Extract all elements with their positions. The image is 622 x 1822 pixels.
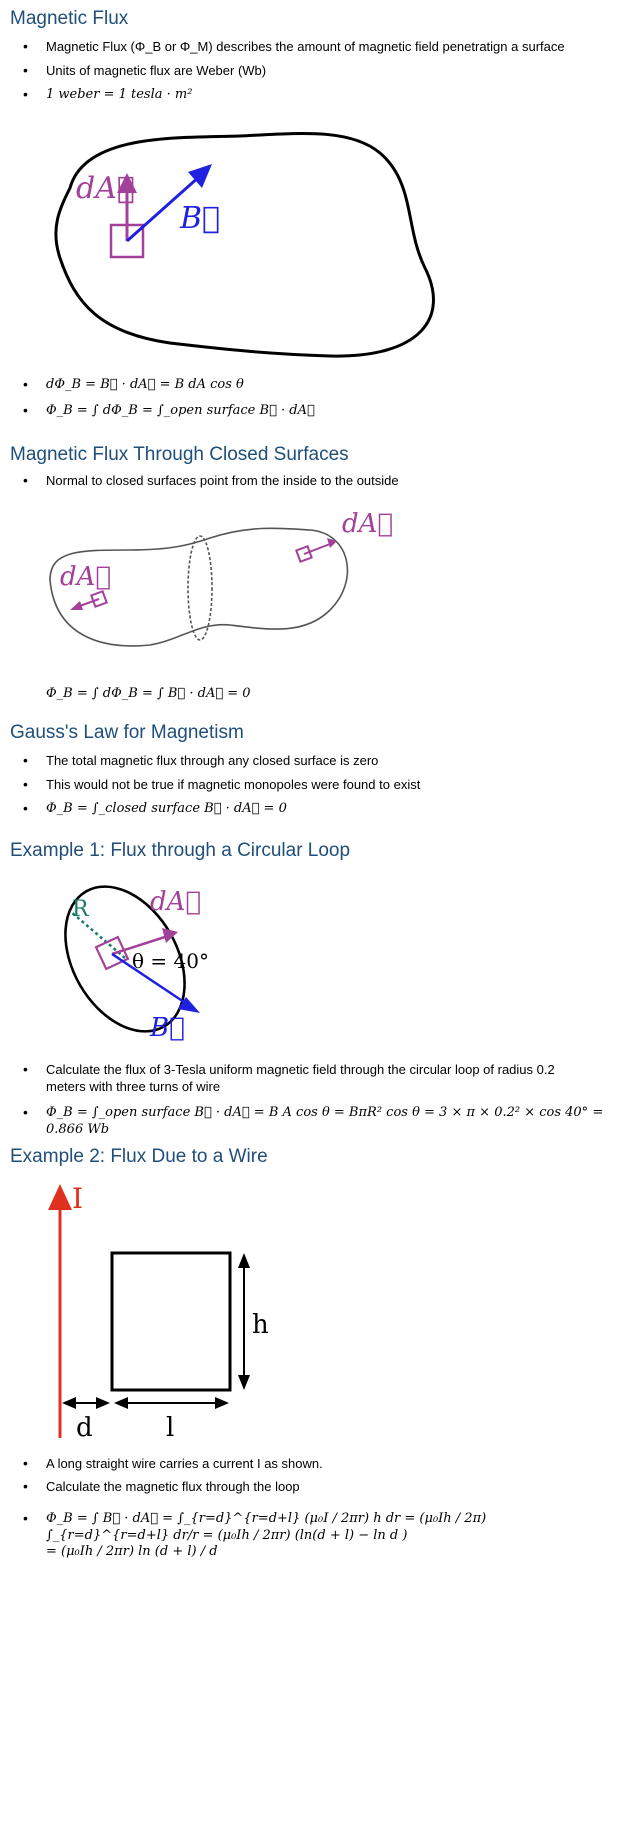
bullet-dphi-equation: • dΦ_B = B⃗ · dA⃗ = B dA cos θ — [26, 376, 586, 393]
figure-open-surface — [40, 118, 460, 368]
bullet-example1-solution: • Φ_B = ∫_open surface B⃗ · dA⃗ = B A cos θ = BπR² cos θ = 3 × π × 0.2² × cos 40° = 0.866 Wb — [26, 1104, 606, 1138]
rectangular-loop — [112, 1253, 230, 1390]
label-h: h — [252, 1310, 269, 1340]
label-dA: dA⃗ — [76, 171, 135, 206]
label-R: R — [72, 897, 89, 922]
bullet-example2-task: • Calculate the magnetic flux through the loop — [26, 1478, 586, 1495]
bullet-example1-problem: • Calculate the flux of 3-Tesla uniform magnetic field through the circular loop of radius 0.2 meters with three turns of wire — [26, 1061, 586, 1095]
heading-gauss-law: Gauss's Law for Magnetism — [10, 722, 244, 743]
example2-result: = (μ₀Ih / 2πr) ln (d + l) / d — [46, 1544, 218, 1559]
heading-example-1: Example 1: Flux through a Circular Loop — [10, 840, 351, 861]
heading-magnetic-flux: Magnetic Flux — [10, 8, 129, 29]
label-I: I — [72, 1182, 84, 1215]
current-arrowhead — [48, 1184, 72, 1210]
bullet-total-flux-zero: • The total magnetic flux through any closed surface is zero — [26, 752, 586, 769]
figure-closed-surface — [40, 500, 410, 660]
bullet-normal-direction: • Normal to closed surfaces point from the inside to the outside — [26, 472, 586, 489]
closed-surface-equation: Φ_B = ∫ dΦ_B = ∫ B⃗ · dA⃗ = 0 — [46, 686, 251, 701]
figure-circular-loop — [50, 876, 280, 1046]
bullet-phi-integral: • Φ_B = ∫ dΦ_B = ∫_open surface B⃗ · dA⃗ — [26, 402, 586, 419]
heading-closed-surfaces: Magnetic Flux Through Closed Surfaces — [10, 444, 349, 465]
bullet-flux-definition: • Magnetic Flux (Φ_B or Φ_M) describes the amount of magnetic field penetratign a surface — [26, 38, 586, 55]
open-surface-outline — [56, 133, 434, 356]
bullet-example2-derivation: • Φ_B = ∫ B⃗ · dA⃗ = ∫_{r=d}^{r=d+l} (μ₀I / 2πr) h dr = (μ₀Ih / 2π) ∫_{r=d}^{r=d+l} dr/r = (μ₀Ih / 2πr) (ln(d + l) − ln d ) — [26, 1510, 606, 1544]
cross-section-ellipse — [188, 536, 212, 640]
label-d: d — [76, 1413, 93, 1440]
figure-wire-loop — [40, 1178, 300, 1440]
label-theta: θ = 40° — [132, 949, 209, 973]
label-l: l — [166, 1413, 175, 1440]
bullet-weber-equation: • 1 weber = 1 tesla · m² — [26, 86, 586, 103]
heading-example-2: Example 2: Flux Due to a Wire — [10, 1146, 268, 1167]
bullet-flux-units: • Units of magnetic flux are Weber (Wb) — [26, 62, 586, 79]
bullet-example2-wire: • A long straight wire carries a current I as shown. — [26, 1455, 586, 1472]
label-B-ex1: B⃗ — [150, 1013, 185, 1043]
label-dA-right: dA⃗ — [342, 509, 394, 539]
label-dA-left: dA⃗ — [60, 562, 112, 592]
bullet-monopoles: • This would not be true if magnetic monopoles were found to exist — [26, 776, 586, 793]
label-B: B⃗ — [180, 201, 221, 236]
bullet-gauss-equation: • Φ_B = ∫_closed surface B⃗ · dA⃗ = 0 — [26, 800, 586, 817]
label-dA-ex1: dA⃗ — [150, 887, 202, 917]
